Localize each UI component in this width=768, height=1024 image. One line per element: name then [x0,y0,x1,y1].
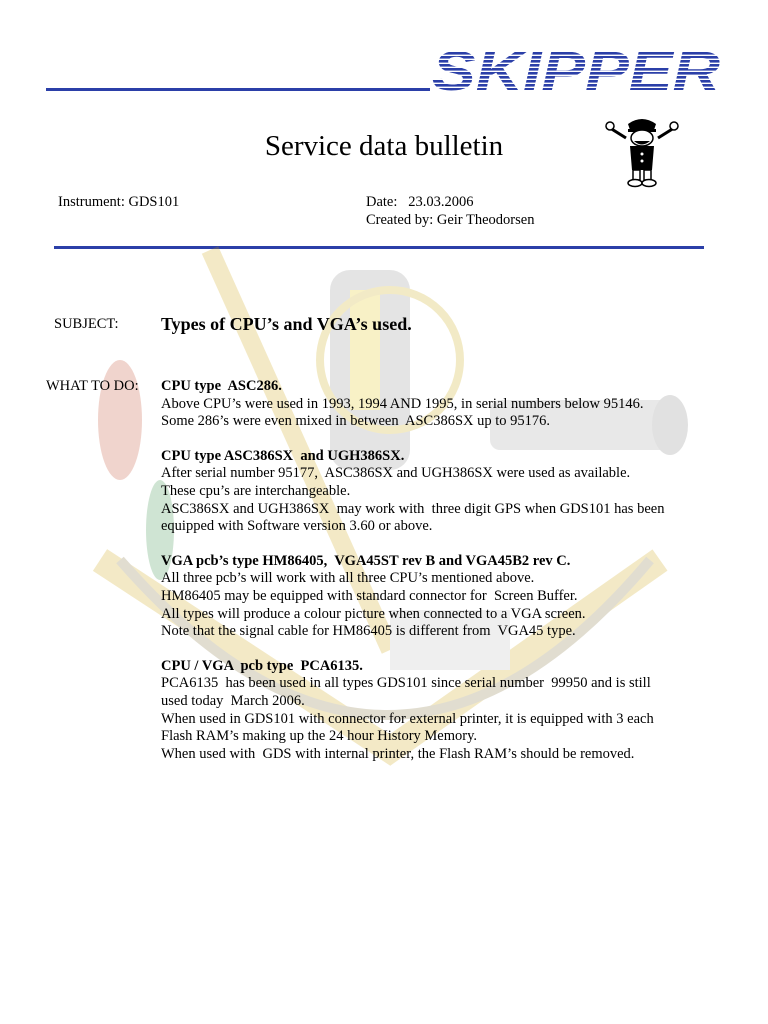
page-title: Service data bulletin [264,130,504,162]
what-to-do-label: WHAT TO DO: [46,378,139,394]
section-heading: VGA pcb’s type HM86405, VGA45ST rev B and VGA45B2 rev C. [161,552,571,569]
section-line: PCA6135 has been used in all types GDS101 since serial number 99950 and is still [161,675,651,692]
section-line: Flash RAM’s making up the 24 hour History Memory. [161,728,478,745]
section-heading: CPU type ASC386SX and UGH386SX. [161,447,405,464]
section-asc386sx [161,448,721,536]
instrument-info: Instrument: GDS101 [58,194,180,210]
section-vga-pcb [161,553,721,641]
section-line: All three pcb’s will work with all three CPU’s mentioned above. [161,570,535,587]
section-line: HM86405 may be equipped with standard connector for Screen Buffer. [161,587,578,604]
section-line: These cpu’s are interchangeable. [161,482,351,499]
section-line: Above CPU’s were used in 1993, 1994 AND 1995, in serial numbers below 95146. [161,395,644,412]
section-line: ASC386SX and UGH386SX may work with three digit GPS when GDS101 has been [161,500,665,517]
subject-text: Types of CPU’s and VGA’s used. [161,314,412,334]
section-asc286 [161,378,721,431]
header-rule-left [46,88,430,91]
section-line: All types will produce a colour picture when connected to a VGA screen. [161,605,586,622]
subject-label: SUBJECT: [54,316,119,332]
section-line: used today March 2006. [161,692,305,709]
created-by-info: Created by: Geir Theodorsen [366,212,535,228]
captain-mascot-icon [604,114,680,188]
section-heading: CPU type ASC286. [161,378,282,394]
date-info: Date: 23.03.2006 [366,194,474,210]
section-line: After serial number 95177, ASC386SX and UGH386SX were used as available. [161,465,631,482]
date-created-block [366,193,534,229]
section-line: Some 286’s were even mixed in between ASC386SX up to 95176. [161,413,551,430]
section-line: equipped with Software version 3.60 or above. [161,518,433,535]
section-line: Note that the signal cable for HM86405 is different from VGA45 type. [161,623,576,640]
what-to-do-content [161,378,721,780]
section-line: When used with GDS with internal printer, the Flash RAM’s should be removed. [161,745,635,762]
section-line: When used in GDS101 with connector for external printer, it is equipped with 3 each [161,710,654,727]
section-heading: CPU / VGA pcb type PCA6135. [161,657,363,674]
svg-text:SKIPPER: SKIPPER [432,40,721,98]
skipper-logo [430,40,722,98]
section-pca6135 [161,658,721,764]
